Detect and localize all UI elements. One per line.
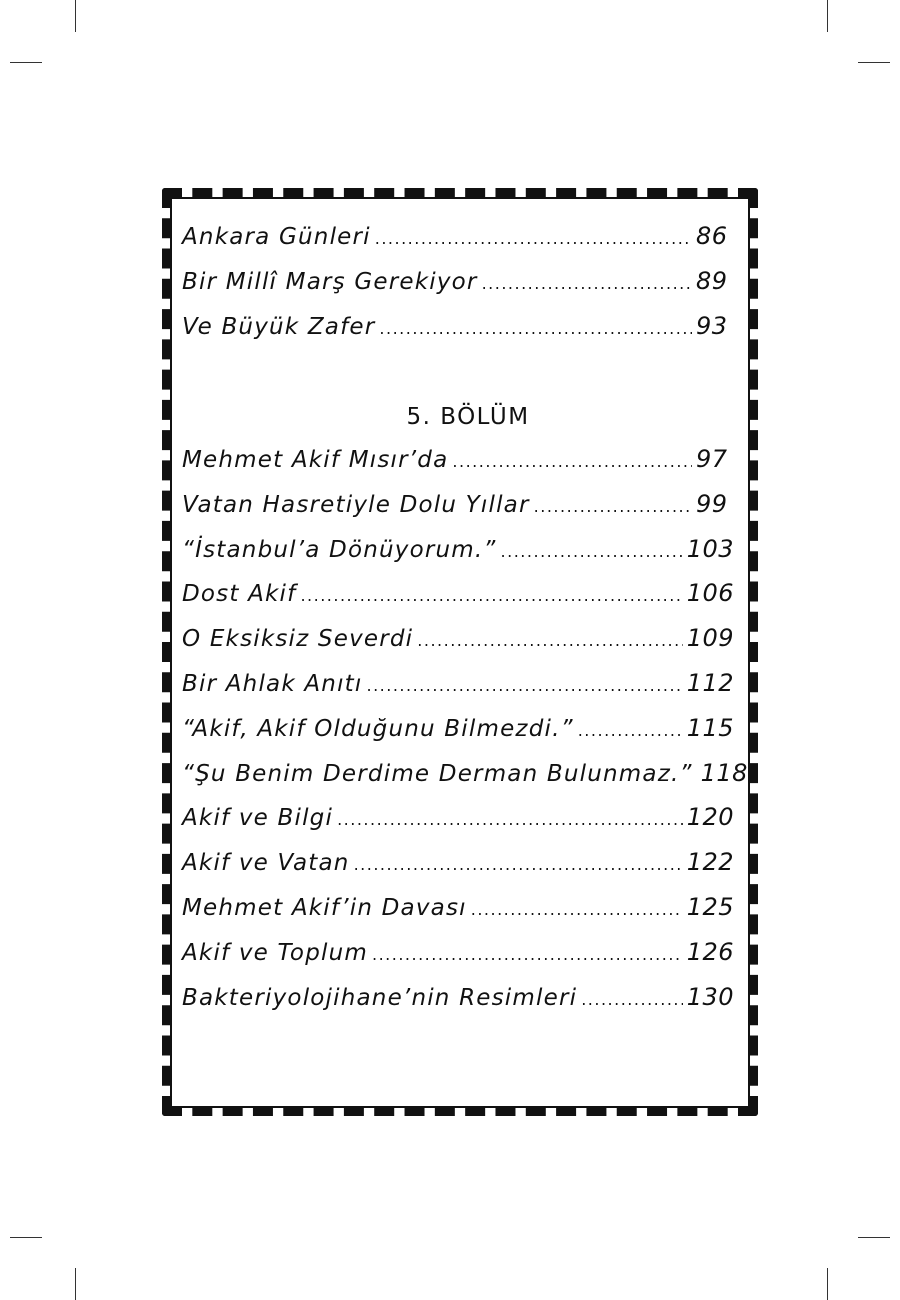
toc-entry-page: 99 [696, 489, 728, 518]
toc-entry-page: 130 [686, 982, 734, 1011]
toc-entry [182, 579, 734, 624]
toc-entry [182, 938, 734, 983]
dot-leader [372, 945, 683, 964]
toc-entry-title: Mehmet Akif’in Davası [182, 894, 467, 921]
dot-leader [417, 631, 682, 650]
toc-entry-page: 109 [686, 624, 734, 653]
toc-entry-page: 126 [686, 937, 734, 966]
toc-entry-title: Akif ve Toplum [182, 939, 368, 966]
dot-leader [581, 990, 682, 1009]
crop-mark-left-bottom [10, 1237, 42, 1238]
toc-entry-page: 86 [696, 222, 728, 250]
toc-entry-page: 93 [696, 311, 728, 340]
dot-leader [452, 452, 692, 471]
toc-entry [182, 714, 734, 759]
toc-entry [182, 893, 734, 938]
toc-entry-page: 122 [686, 848, 734, 877]
toc-entry-title: Bir Millî Marş Gerekiyor [182, 268, 478, 295]
toc-entry-title: Ankara Günleri [182, 224, 371, 250]
toc-entry-title: Ve Büyük Zafer [182, 313, 376, 340]
toc-entry-page: 106 [686, 579, 734, 608]
toc-entry-page: 120 [686, 803, 734, 832]
crop-mark-top-left [75, 0, 76, 32]
toc-entry [182, 983, 734, 1028]
toc-entry-title: Dost Akif [182, 581, 297, 608]
toc-entry-title: Mehmet Akif Mısır’da [182, 447, 449, 473]
toc-entry-page: 118 [700, 758, 748, 787]
toc-entry-title: Bakteriyolojihane’nin Resimleri [182, 984, 578, 1011]
toc-entry-title: “İstanbul’a Dönüyorum.” [182, 536, 497, 563]
toc-entry-page: 112 [686, 668, 734, 697]
toc-entry-title: Vatan Hasretiyle Dolu Yıllar [182, 491, 530, 518]
toc-entry [182, 312, 734, 357]
dot-leader [300, 586, 682, 605]
toc-entry-page: 125 [686, 892, 734, 921]
toc-entry [182, 803, 734, 848]
dot-leader [578, 721, 683, 740]
toc-entry-title: Akif ve Bilgi [182, 805, 334, 832]
crop-mark-right-bottom [858, 1237, 890, 1238]
toc-entry [182, 669, 734, 714]
crop-mark-top-right [827, 0, 828, 32]
toc-entry [182, 624, 734, 669]
toc-entry-page: 89 [696, 266, 728, 295]
toc-entry [182, 490, 734, 535]
toc-list-top [182, 222, 734, 356]
dot-leader [471, 900, 683, 919]
toc-entry [182, 222, 734, 267]
crop-mark-left-top [10, 62, 42, 63]
toc-entry-page: 103 [686, 534, 734, 563]
dot-leader [337, 810, 683, 829]
toc-entry-title: “Şu Benim Derdime Derman Bulunmaz.” [182, 760, 693, 787]
crop-mark-bottom-right [827, 1268, 828, 1300]
toc-list-bottom [182, 445, 748, 1027]
dot-leader [482, 274, 692, 293]
toc-entry [182, 848, 734, 893]
toc-entry-title: Akif ve Vatan [182, 850, 350, 877]
dot-leader [375, 229, 692, 248]
dot-leader [366, 676, 682, 695]
dot-leader [534, 497, 692, 516]
toc-entry [182, 267, 734, 312]
toc-entry [182, 758, 748, 804]
crop-mark-right-top [858, 62, 890, 63]
dot-leader [501, 542, 683, 561]
dot-leader [354, 855, 683, 874]
toc-entry-title: O Eksiksiz Severdi [182, 626, 414, 653]
toc-entry-page: 97 [696, 445, 728, 473]
section-heading: 5. BÖLÜM [406, 404, 530, 430]
toc-entry [182, 445, 734, 490]
dot-leader [379, 319, 692, 338]
crop-mark-bottom-left [75, 1268, 76, 1300]
toc-entry-title: “Akif, Akif Olduğunu Bilmezdi.” [182, 715, 574, 742]
toc-entry-page: 115 [686, 713, 734, 742]
toc-entry-title: Bir Ahlak Anıtı [182, 670, 363, 697]
toc-entry [182, 535, 734, 580]
